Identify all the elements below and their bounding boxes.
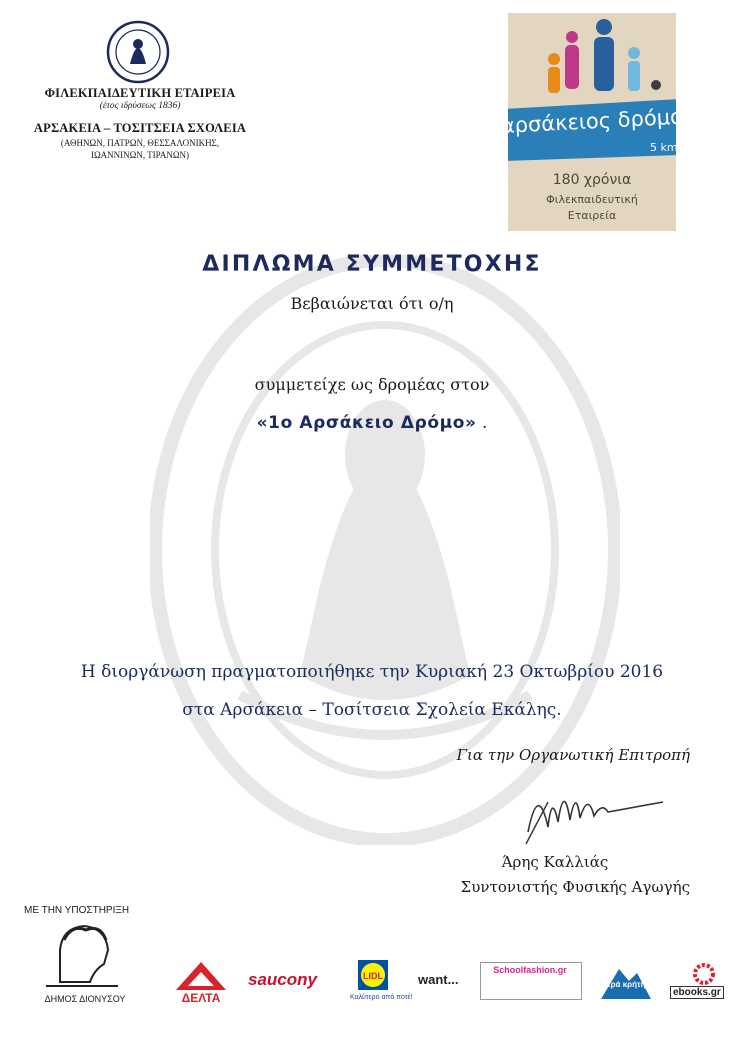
event-date-text: Η διοργάνωση πραγματοποιήθηκε την Κυριακή 23 Οκτωβρίου 2016 [80,662,664,682]
schools-cities: (ΑΘΗΝΩΝ, ΠΑΤΡΩΝ, ΘΕΣΣΑΛΟΝΙΚΗΣ, [60,138,220,148]
schools-name: ΑΡΣΑΚΕΙΑ – ΤΟΣΙΤΣΕΙΑ ΣΧΟΛΕΙΑ [33,121,247,135]
want-logo: want... [418,972,459,987]
event-suffix: . [476,413,488,433]
signer-name: Άρης Καλλιάς [501,853,609,871]
event-logo-title: αρσάκειος δρόμος [500,103,696,139]
ebooks-gear-icon [689,962,719,986]
delta-logo [170,960,232,1004]
event-location-text: στα Αρσάκεια – Τοσίτσεια Σχολεία Εκάλης. [182,700,562,720]
lidl-name: LIDL [363,971,383,981]
delta-name: ΔΕΛΤΑ [181,991,221,1004]
signature-icon [518,772,668,847]
participation-text: συμμετείχε ως δρομέας στον [254,375,490,394]
event-logo-years: 180 χρόνια [552,172,632,188]
committee-label: Για την Οργανωτική Επιτροπή [456,746,690,764]
dionysos-head-icon [42,920,122,990]
event-line [0,413,744,433]
schools-cities: ΙΩΑΝΝΙΝΩΝ, ΤΙΡΑΝΩΝ) [90,150,190,160]
nera-kritis-name: νερά κρήτης [602,980,650,989]
event-logo-distance: 5 km [650,141,678,154]
diploma-title: ΔΙΠΛΩΜΑ ΣΥΜΜΕΤΟΧΗΣ [202,252,542,277]
ebooks-logo: ebooks.gr [670,986,724,999]
organization-name: ΦΙΛΕΚΠΑΙΔΕΥΤΙΚΗ ΕΤΑΙΡΕΙΑ [44,86,236,100]
society-seal-icon [106,20,170,84]
event-name: «1ο Αρσάκειο Δρόμο» [256,413,477,433]
event-logo-org: Εταιρεία [567,209,617,222]
certify-text: Βεβαιώνεται ότι ο/η [290,294,454,313]
municipality-name: ΔΗΜΟΣ ΔΙΟΝΥΣΟΥ [44,994,126,1004]
support-label: ΜΕ ΤΗΝ ΥΠΟΣΤΗΡΙΞΗ [24,905,130,916]
lidl-logo [358,960,388,990]
organization-founded: (έτος ιδρύσεως 1836) [99,101,181,111]
saucony-logo: saucony [248,970,317,989]
schoolfashion-name: Schoolfashion.gr [493,965,567,975]
event-logo-org: Φιλεκπαιδευτική [546,193,638,206]
signer-role: Συντονιστής Φυσικής Αγωγής [460,878,690,896]
lidl-tagline: Καλύτερο από ποτέ! [350,994,413,1001]
